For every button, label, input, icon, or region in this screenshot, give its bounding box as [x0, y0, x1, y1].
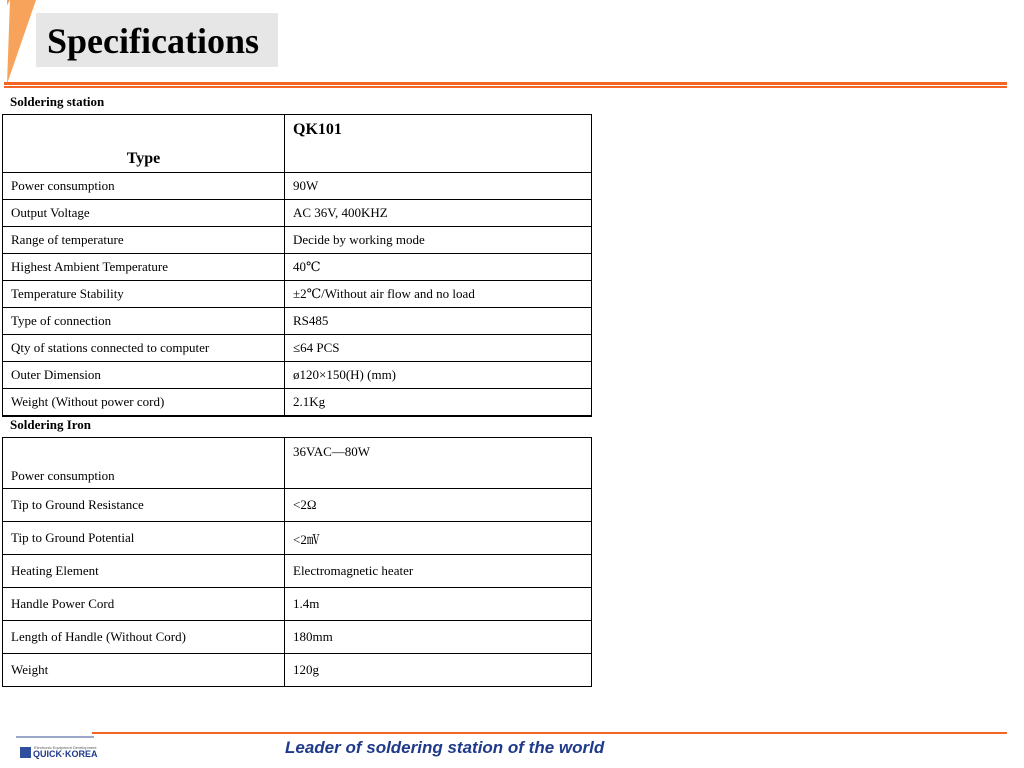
table-row	[3, 588, 592, 621]
spec-label: Weight (Without power cord)	[3, 389, 285, 417]
station-spec-table	[2, 114, 592, 417]
table-row	[3, 438, 592, 489]
accent-triangle	[0, 0, 36, 84]
iron-spec-table	[2, 437, 592, 687]
section-label-iron: Soldering Iron	[10, 417, 92, 432]
spec-value: <2㎷	[285, 522, 592, 555]
table-row	[3, 308, 592, 335]
spec-label: Handle Power Cord	[3, 588, 285, 621]
footer-rule	[92, 732, 1007, 734]
spec-value: 120g	[285, 654, 592, 687]
spec-value: 36VAC—80W	[285, 438, 592, 489]
table-row	[3, 254, 592, 281]
spec-label: Heating Element	[3, 555, 285, 588]
spec-value: 90W	[285, 173, 592, 200]
logo-text: QUICK·KOREA	[33, 749, 98, 759]
spec-value: 2.1Kg	[285, 389, 592, 417]
spec-value: ≤64 PCS	[285, 335, 592, 362]
spec-value: <2Ω	[285, 489, 592, 522]
spec-label: Outer Dimension	[3, 362, 285, 389]
table-row	[3, 335, 592, 362]
spec-value: ø120×150(H) (mm)	[285, 362, 592, 389]
spec-label: Power consumption	[3, 173, 285, 200]
spec-label: Length of Handle (Without Cord)	[3, 621, 285, 654]
header-rule-thick	[4, 82, 1007, 85]
table-row	[3, 621, 592, 654]
company-logo	[16, 736, 98, 768]
table-row	[3, 173, 592, 200]
spec-label: Range of temperature	[3, 227, 285, 254]
logo-mark-icon	[20, 747, 31, 758]
header-rule-thin	[4, 86, 1007, 88]
model-header: QK101	[285, 115, 592, 173]
spec-label: Tip to Ground Resistance	[3, 489, 285, 522]
footer-tagline: Leader of soldering station of the world	[285, 738, 605, 757]
spec-label: Power consumption	[3, 438, 285, 489]
spec-label: Highest Ambient Temperature	[3, 254, 285, 281]
table-row	[3, 489, 592, 522]
table-header-row	[3, 115, 592, 173]
spec-label: Tip to Ground Potential	[3, 522, 285, 555]
spec-value: Decide by working mode	[285, 227, 592, 254]
spec-label: Type of connection	[3, 308, 285, 335]
table-row	[3, 362, 592, 389]
spec-value: AC 36V, 400KHZ	[285, 200, 592, 227]
spec-label: Output Voltage	[3, 200, 285, 227]
table-row	[3, 522, 592, 555]
table-row	[3, 281, 592, 308]
table-row	[3, 389, 592, 417]
spec-value: RS485	[285, 308, 592, 335]
table-row	[3, 200, 592, 227]
spec-label: Qty of stations connected to computer	[3, 335, 285, 362]
table-row	[3, 654, 592, 687]
spec-value: 40℃	[285, 254, 592, 281]
spec-label: Temperature Stability	[3, 281, 285, 308]
table-row	[3, 555, 592, 588]
spec-value: Electromagnetic heater	[285, 555, 592, 588]
spec-value: 180mm	[285, 621, 592, 654]
page-title: Specifications	[47, 21, 259, 61]
spec-value: ±2℃/Without air flow and no load	[285, 281, 592, 308]
table-row	[3, 227, 592, 254]
spec-value: 1.4m	[285, 588, 592, 621]
type-header: Type	[3, 115, 285, 173]
spec-label: Weight	[3, 654, 285, 687]
section-label-station: Soldering station	[10, 94, 105, 109]
logo-subtext: Electronic Equipment Development	[34, 745, 97, 750]
